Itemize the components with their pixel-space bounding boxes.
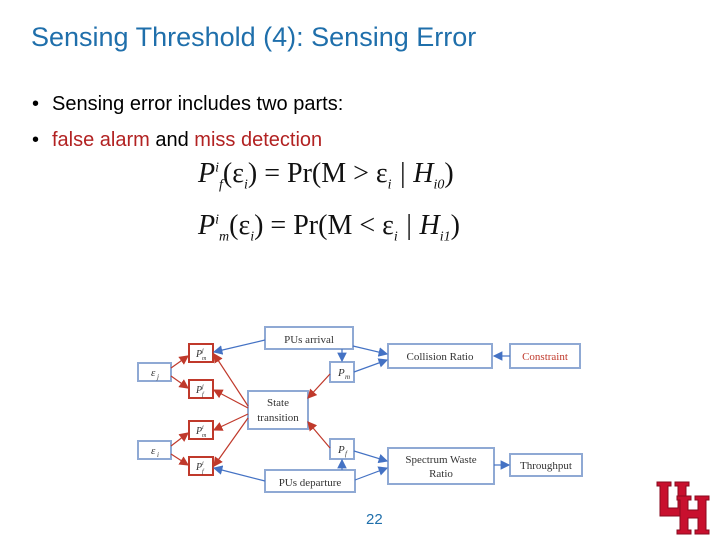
svg-text:j: j [202, 384, 204, 390]
svg-text:Constraint: Constraint [522, 351, 568, 363]
svg-text:Collision Ratio: Collision Ratio [406, 351, 474, 363]
university-logo [655, 478, 717, 538]
pm-j-red-box [189, 344, 213, 362]
svg-text:P: P [196, 462, 203, 473]
svg-text:State: State [267, 397, 289, 409]
bullet-glyph: • [32, 129, 40, 151]
state-transition-box [248, 391, 308, 429]
miss-detection-equation: $P^i_m(\varepsilon_i) = Pr(M < \varepsilon_i$ | $H_{i1}$) [198, 210, 460, 245]
throughput-box [510, 454, 582, 476]
bullet-connector: and [149, 129, 195, 151]
svg-text:transition: transition [257, 412, 299, 424]
svg-text:m: m [202, 356, 207, 362]
spectrum-waste-ratio-box [388, 448, 494, 484]
bullet-item [32, 90, 343, 126]
svg-text:Spectrum Waste: Spectrum Waste [405, 454, 477, 466]
svg-text:i: i [157, 451, 159, 459]
false-alarm-equation: $P^i_f(\varepsilon_i) = Pr(M > \varepsilon_i$ | $H_{i0}$) [198, 158, 454, 193]
bullet-item [32, 126, 343, 162]
svg-text:P: P [196, 426, 203, 437]
bullet-list [32, 90, 343, 162]
pm-i-red-box [189, 421, 213, 439]
miss-detection-text: miss detection [194, 129, 323, 151]
pf-j-red-box [189, 380, 213, 398]
slide-title: Sensing Threshold (4): Sensing Error [31, 22, 477, 52]
svg-text:m: m [345, 373, 351, 381]
svg-text:ε: ε [151, 367, 156, 379]
pu-arrival-box [265, 327, 353, 349]
svg-text:Ratio: Ratio [429, 468, 453, 480]
svg-text:i: i [202, 425, 204, 431]
svg-text:P: P [196, 349, 203, 360]
svg-text:P: P [338, 444, 345, 456]
svg-text:f: f [202, 469, 204, 475]
pf-box [330, 439, 354, 459]
bullet-text: Sensing error includes two parts: [52, 93, 344, 115]
svg-text:Throughput: Throughput [520, 460, 572, 472]
svg-text:i: i [202, 461, 204, 467]
constraint-box [510, 344, 580, 368]
svg-text:m: m [202, 433, 207, 439]
pu-departure-box [265, 470, 355, 492]
svg-text:f: f [345, 450, 347, 458]
svg-text:j: j [157, 373, 159, 381]
sensing-error-diagram [130, 318, 590, 503]
epsilon-j-box [138, 363, 171, 381]
epsilon-i-box [138, 441, 171, 459]
svg-text:P: P [338, 367, 345, 379]
false-alarm-text: false alarm [52, 129, 150, 151]
pf-i-red-box [189, 457, 213, 475]
page-number: 22 [366, 511, 383, 528]
pm-box [330, 362, 354, 382]
svg-text:P: P [196, 385, 203, 396]
collision-ratio-box [388, 344, 492, 368]
svg-text:PUs arrival: PUs arrival [284, 334, 334, 346]
svg-text:j: j [202, 348, 204, 354]
svg-text:f: f [202, 392, 204, 398]
svg-text:PUs departure: PUs departure [278, 477, 342, 489]
bullet-glyph: • [32, 93, 40, 115]
svg-text:ε: ε [151, 445, 156, 457]
